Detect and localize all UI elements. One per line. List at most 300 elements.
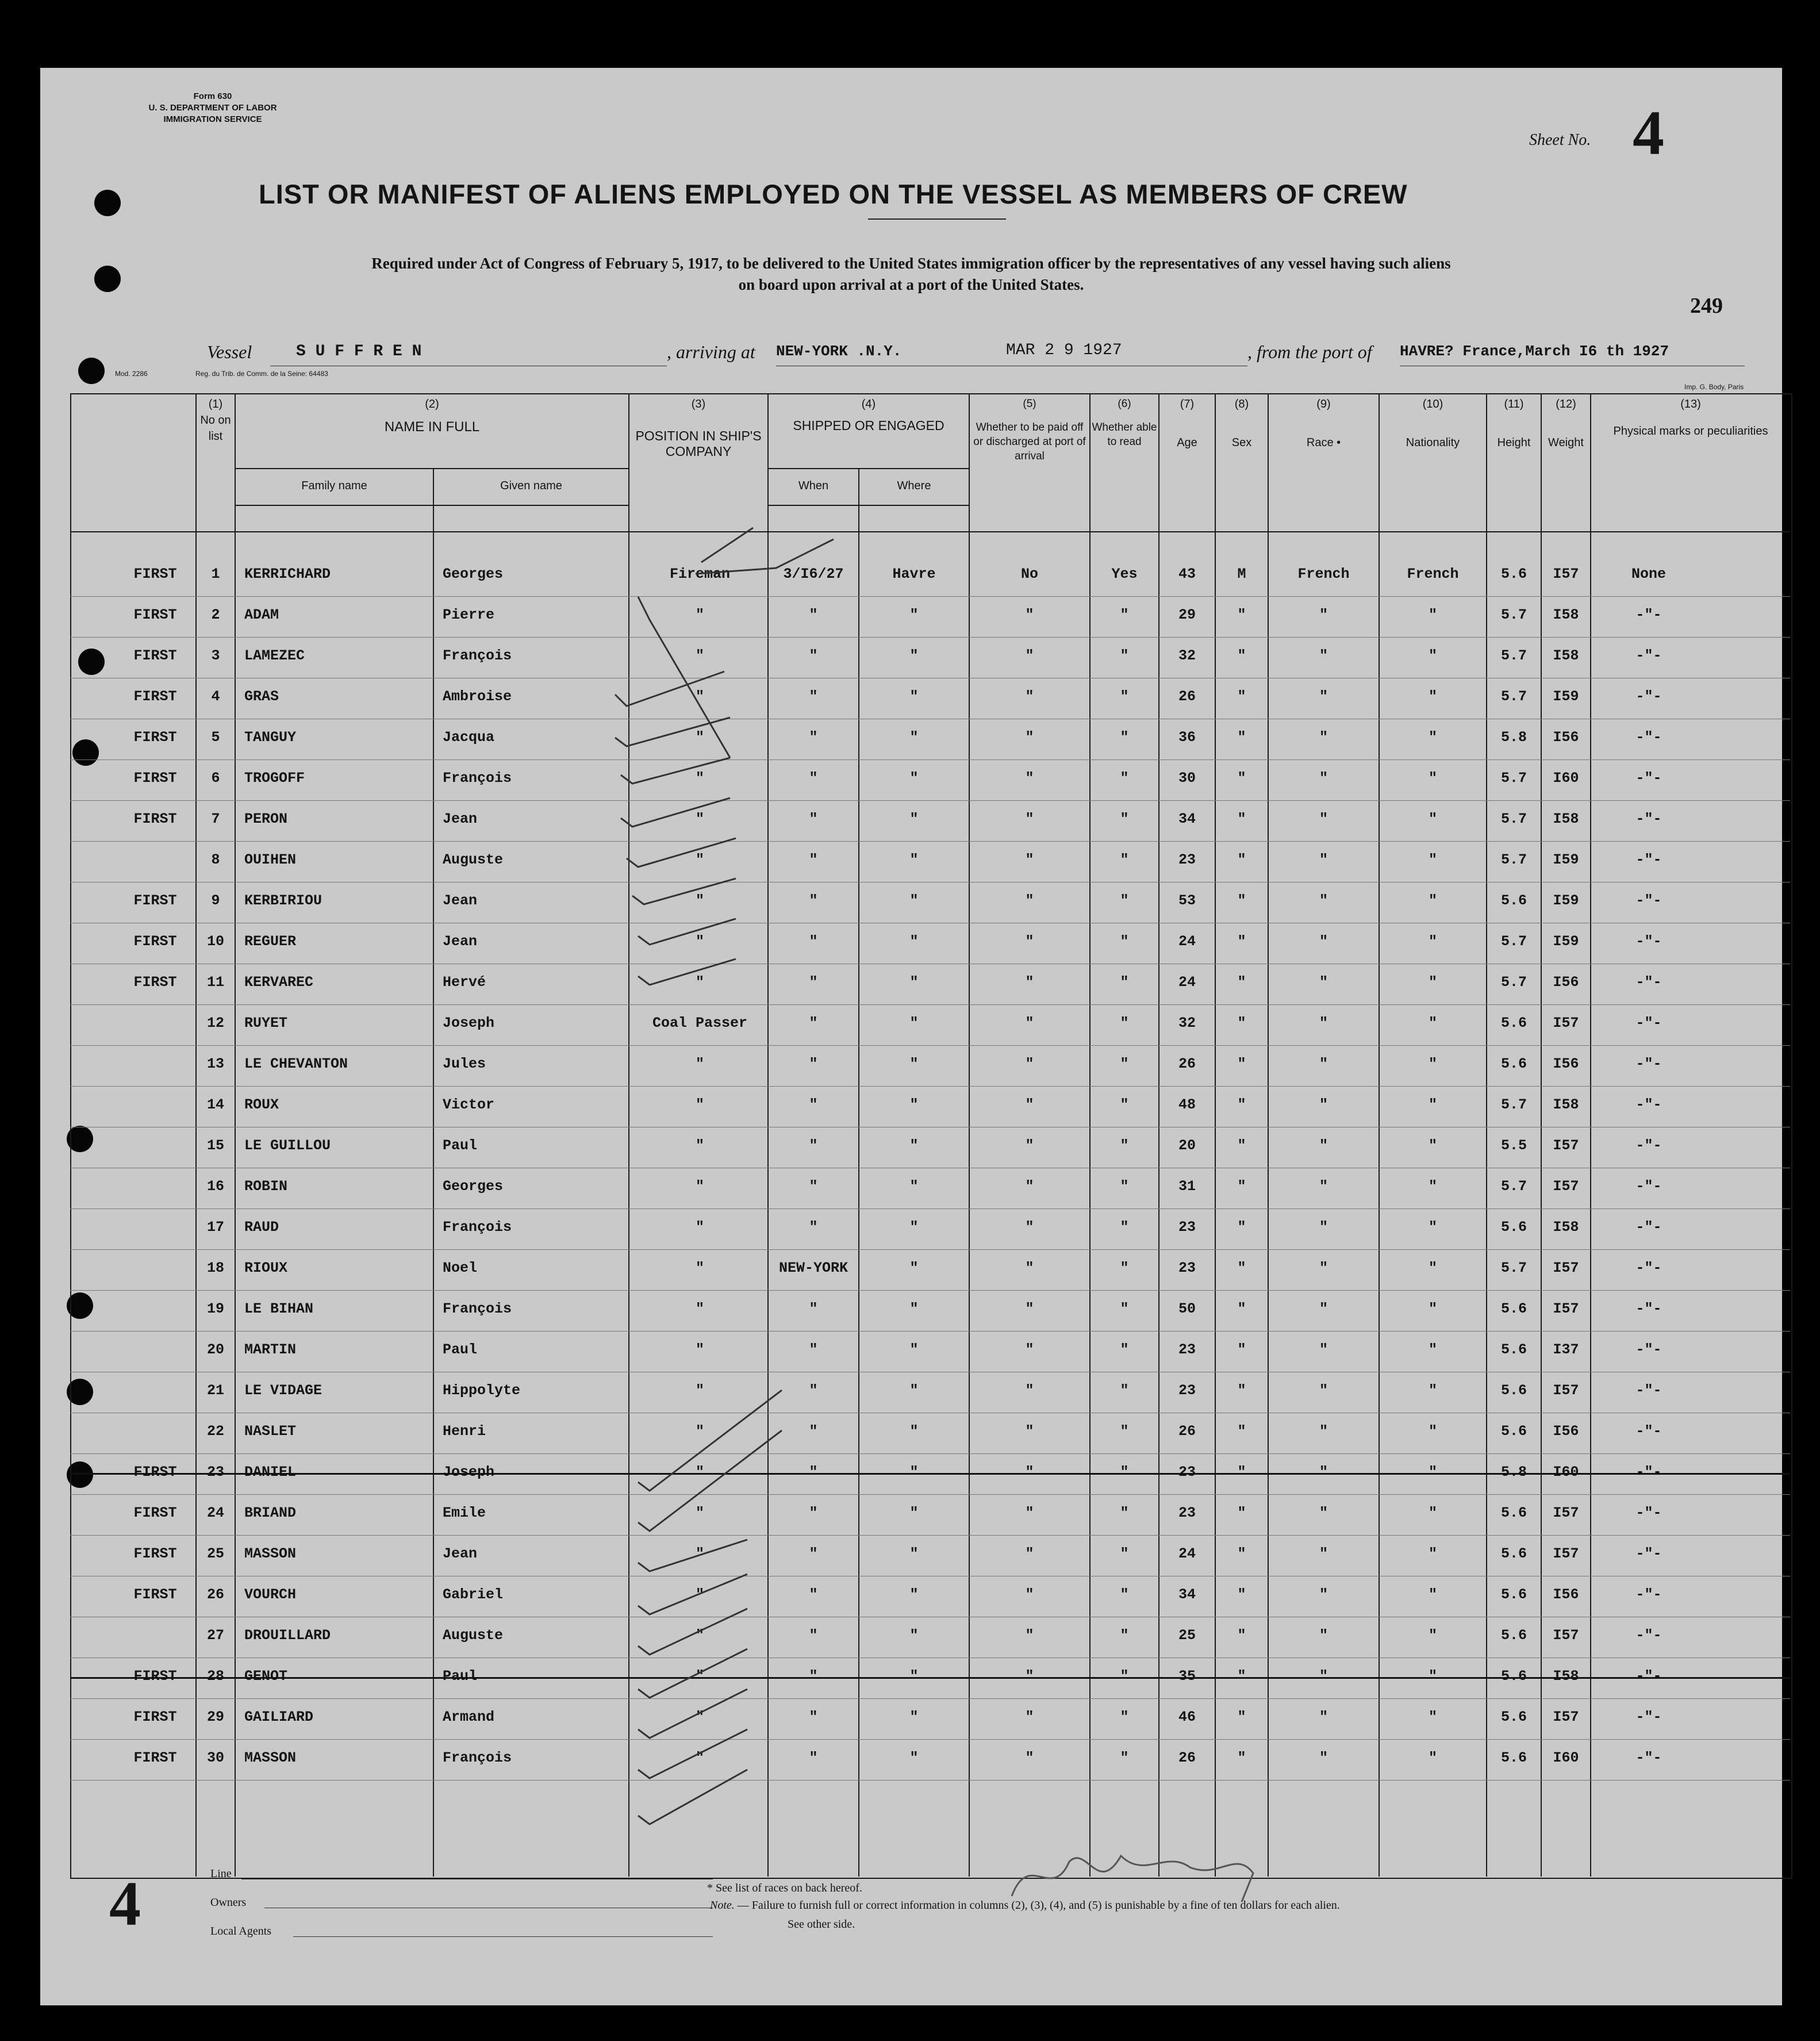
- cell-number: 10: [206, 933, 224, 950]
- cell-physical-marks: -"-: [1635, 1545, 1662, 1562]
- cell-physical-marks: -"-: [1635, 729, 1662, 746]
- cell-weight: I58: [1553, 1668, 1579, 1685]
- pen-stroke: [638, 1609, 747, 1655]
- cell-mark: FIRST: [133, 1750, 177, 1766]
- cell-sex: ": [1237, 933, 1246, 950]
- service-name: IMMIGRATION SERVICE: [163, 114, 262, 124]
- col-9-heading: (9) Race •: [1306, 398, 1341, 449]
- cell-weight: I59: [1553, 688, 1579, 705]
- cell-given-name: Auguste: [443, 851, 504, 868]
- cell-shipped-where: ": [909, 851, 919, 868]
- cell-height: 5.6: [1500, 1545, 1527, 1562]
- printer-note: Imp. G. Body, Paris: [1684, 383, 1744, 391]
- cell-weight: I58: [1553, 647, 1579, 664]
- cell-sex: ": [1237, 1300, 1246, 1317]
- cell-sex: ": [1237, 1505, 1246, 1521]
- cell-family-name: KERVAREC: [244, 974, 314, 991]
- cell-family-name: DROUILLARD: [244, 1627, 331, 1644]
- cell-age: 34: [1178, 1586, 1196, 1603]
- cell-age: 43: [1178, 566, 1196, 582]
- cell-shipped-where: ": [909, 1382, 919, 1399]
- cell-shipped-where: ": [909, 1627, 919, 1644]
- cell-height: 5.7: [1500, 933, 1527, 950]
- cell-age: 23: [1178, 1464, 1196, 1480]
- cell-weight: I57: [1553, 1545, 1579, 1562]
- cell-position: ": [695, 974, 704, 991]
- department-name: U. S. DEPARTMENT OF LABOR: [148, 103, 277, 113]
- cell-number: 30: [206, 1750, 224, 1766]
- arrival-date: MAR 2 9 1927: [1006, 342, 1122, 359]
- cell-position: ": [695, 729, 704, 746]
- cell-nationality: French: [1407, 566, 1459, 582]
- cell-shipped-when: ": [809, 647, 818, 664]
- pen-stroke: [621, 758, 730, 784]
- cell-family-name: PERON: [244, 811, 288, 827]
- cell-family-name: RUYET: [244, 1015, 288, 1031]
- cell-weight: I58: [1553, 811, 1579, 827]
- cell-position: ": [695, 1056, 704, 1072]
- cell-family-name: TANGUY: [244, 729, 297, 746]
- cell-mark: FIRST: [133, 1709, 177, 1725]
- col-1-heading: (1) No on list: [200, 398, 231, 443]
- cell-height: 5.8: [1500, 729, 1527, 746]
- cell-race: ": [1319, 1464, 1328, 1480]
- cell-sex: ": [1237, 1056, 1246, 1072]
- cell-position: ": [695, 1096, 704, 1113]
- cell-height: 5.6: [1500, 1668, 1527, 1685]
- cell-weight: I58: [1553, 607, 1579, 623]
- pen-stroke: [696, 539, 834, 574]
- cell-shipped-where: ": [909, 647, 919, 664]
- cell-paid-off: ": [1025, 1056, 1034, 1072]
- cell-height: 5.6: [1500, 1382, 1527, 1399]
- cell-paid-off: ": [1025, 1096, 1034, 1113]
- cell-weight: I57: [1553, 1627, 1579, 1644]
- cell-shipped-when: ": [809, 1015, 818, 1031]
- cell-mark: FIRST: [133, 1545, 177, 1562]
- cell-family-name: RIOUX: [244, 1260, 288, 1276]
- cell-race: ": [1319, 1096, 1328, 1113]
- cell-paid-off: ": [1025, 1341, 1034, 1358]
- cell-paid-off: ": [1025, 647, 1034, 664]
- cell-family-name: MARTIN: [244, 1341, 297, 1358]
- cell-nationality: ": [1428, 1423, 1437, 1440]
- cell-shipped-when: ": [809, 607, 818, 623]
- cell-physical-marks: -"-: [1635, 1382, 1662, 1399]
- owners-label: Owners: [210, 1896, 247, 1909]
- cell-mark: FIRST: [133, 974, 177, 991]
- cell-family-name: TROGOFF: [244, 770, 305, 787]
- cell-shipped-where: ": [909, 1505, 919, 1521]
- cell-race: ": [1319, 851, 1328, 868]
- cell-given-name: Hippolyte: [443, 1382, 521, 1399]
- cell-shipped-when: ": [809, 892, 818, 909]
- cell-family-name: NASLET: [244, 1423, 297, 1440]
- cell-race: ": [1319, 607, 1328, 623]
- cell-physical-marks: -"-: [1635, 1300, 1662, 1317]
- cell-paid-off: ": [1025, 851, 1034, 868]
- manifest-sheet: [40, 68, 1782, 2005]
- page-title: LIST OR MANIFEST OF ALIENS EMPLOYED ON THE VESSEL AS MEMBERS OF CREW: [259, 179, 1408, 209]
- cell-able-to-read: ": [1120, 1627, 1129, 1644]
- sheet-label: Sheet No.: [1529, 131, 1591, 149]
- cell-weight: I60: [1553, 1750, 1579, 1766]
- cell-able-to-read: ": [1120, 1096, 1129, 1113]
- cell-given-name: Victor: [443, 1096, 495, 1113]
- cell-shipped-where: ": [909, 729, 919, 746]
- cell-age: 23: [1178, 1382, 1196, 1399]
- cell-given-name: Joseph: [443, 1015, 495, 1031]
- cell-shipped-where: ": [909, 1096, 919, 1113]
- cell-age: 23: [1178, 851, 1196, 868]
- cell-sex: ": [1237, 1382, 1246, 1399]
- col-4a-heading: When: [798, 479, 829, 492]
- cell-age: 36: [1178, 729, 1196, 746]
- cell-sex: ": [1237, 851, 1246, 868]
- cell-given-name: Jean: [443, 1545, 478, 1562]
- cell-physical-marks: -"-: [1635, 933, 1662, 950]
- vessel-label: Vessel: [207, 342, 252, 362]
- cell-given-name: François: [443, 1750, 512, 1766]
- pen-stroke: [638, 1729, 747, 1778]
- cell-nationality: ": [1428, 1709, 1437, 1725]
- cell-sex: ": [1237, 1178, 1246, 1195]
- cell-number: 9: [211, 892, 220, 909]
- cell-sex: ": [1237, 1341, 1246, 1358]
- note-line: [710, 1899, 1340, 1912]
- cell-shipped-where: ": [909, 1219, 919, 1236]
- from-port: HAVRE? France,March I6 th 1927: [1400, 343, 1669, 360]
- cell-physical-marks: -"-: [1635, 1750, 1662, 1766]
- cell-shipped-when: ": [809, 1505, 818, 1521]
- cell-race: ": [1319, 933, 1328, 950]
- cell-paid-off: ": [1025, 1627, 1034, 1644]
- cell-given-name: François: [443, 647, 512, 664]
- races-note: * See list of races on back hereof.: [707, 1882, 862, 1894]
- cell-nationality: ": [1428, 1056, 1437, 1072]
- cell-able-to-read: ": [1120, 1709, 1129, 1725]
- cell-family-name: RAUD: [244, 1219, 279, 1236]
- cell-nationality: ": [1428, 1015, 1437, 1031]
- cell-weight: I57: [1553, 1300, 1579, 1317]
- line-label: Line: [210, 1867, 232, 1880]
- cell-mark: FIRST: [133, 933, 177, 950]
- cell-sex: ": [1237, 647, 1246, 664]
- cell-weight: I56: [1553, 974, 1579, 991]
- cell-nationality: ": [1428, 1219, 1437, 1236]
- vessel-name: S U F F R E N: [296, 343, 422, 360]
- cell-family-name: LE GUILLOU: [244, 1137, 331, 1154]
- cell-number: 21: [206, 1382, 224, 1399]
- cell-able-to-read: ": [1120, 933, 1129, 950]
- from-port-label: , from the port of: [1247, 342, 1372, 362]
- cell-height: 5.7: [1500, 647, 1527, 664]
- cell-paid-off: ": [1025, 607, 1034, 623]
- cell-given-name: Jean: [443, 892, 478, 909]
- cell-number: 20: [206, 1341, 224, 1358]
- cell-family-name: DANIEL: [244, 1464, 297, 1480]
- cell-paid-off: ": [1025, 1219, 1034, 1236]
- cell-able-to-read: ": [1120, 1464, 1129, 1480]
- cell-paid-off: ": [1025, 933, 1034, 950]
- cell-shipped-where: ": [909, 1709, 919, 1725]
- cell-number: 23: [206, 1464, 224, 1480]
- cell-race: French: [1297, 566, 1350, 582]
- cell-shipped-where: ": [909, 933, 919, 950]
- cell-given-name: Joseph: [443, 1464, 495, 1480]
- cell-race: ": [1319, 770, 1328, 787]
- form-number: Form 630: [193, 91, 232, 101]
- cell-given-name: Henri: [443, 1423, 486, 1440]
- cell-able-to-read: ": [1120, 1178, 1129, 1195]
- cell-mark: FIRST: [133, 892, 177, 909]
- cell-physical-marks: -"-: [1635, 770, 1662, 787]
- cell-weight: I60: [1553, 1464, 1579, 1480]
- cell-paid-off: ": [1025, 1709, 1034, 1725]
- cell-shipped-where: ": [909, 892, 919, 909]
- cell-sex: ": [1237, 974, 1246, 991]
- cell-weight: I58: [1553, 1219, 1579, 1236]
- cell-height: 5.6: [1500, 1709, 1527, 1725]
- cell-number: 7: [211, 811, 220, 827]
- cell-shipped-when: ": [809, 770, 818, 787]
- cell-able-to-read: ": [1120, 1260, 1129, 1276]
- cell-shipped-when: ": [809, 1178, 818, 1195]
- cell-age: 48: [1178, 1096, 1196, 1113]
- cell-nationality: ": [1428, 770, 1437, 787]
- cell-physical-marks: -"-: [1635, 1464, 1662, 1480]
- note-label: Note.: [710, 1899, 735, 1912]
- cell-number: 12: [206, 1015, 224, 1031]
- pen-stroke: [638, 1649, 747, 1698]
- cell-race: ": [1319, 1260, 1328, 1276]
- pen-stroke: [638, 1689, 747, 1738]
- cell-position: ": [695, 770, 704, 787]
- cell-shipped-where: ": [909, 1341, 919, 1358]
- cell-sex: M: [1237, 566, 1246, 582]
- cell-family-name: KERBIRIOU: [244, 892, 322, 909]
- cell-shipped-when: ": [809, 1423, 818, 1440]
- arriving-label: , arriving at: [667, 342, 755, 362]
- cell-nationality: ": [1428, 607, 1437, 623]
- col-4-heading: (4) SHIPPED OR ENGAGED: [793, 398, 944, 433]
- cell-race: ": [1319, 1300, 1328, 1317]
- cell-physical-marks: -"-: [1635, 1709, 1662, 1725]
- cell-family-name: LE CHEVANTON: [244, 1056, 348, 1072]
- cell-shipped-when: ": [809, 729, 818, 746]
- cell-shipped-where: ": [909, 1056, 919, 1072]
- cell-family-name: MASSON: [244, 1545, 297, 1562]
- cell-number: 27: [206, 1627, 224, 1644]
- cell-sex: ": [1237, 1709, 1246, 1725]
- cell-given-name: Jacqua: [443, 729, 495, 746]
- cell-able-to-read: ": [1120, 1015, 1129, 1031]
- cell-mark: FIRST: [133, 1464, 177, 1480]
- cell-shipped-where: ": [909, 1750, 919, 1766]
- cell-position: ": [695, 1545, 704, 1562]
- cell-given-name: François: [443, 1300, 512, 1317]
- cell-age: 30: [1178, 770, 1196, 787]
- col-3-heading: (3) POSITION IN SHIP'S COMPANY: [635, 398, 762, 459]
- cell-position: ": [695, 1137, 704, 1154]
- cell-given-name: Jean: [443, 933, 478, 950]
- cell-shipped-when: ": [809, 1627, 818, 1644]
- cell-number: 1: [211, 566, 220, 582]
- cell-family-name: REGUER: [244, 933, 297, 950]
- cell-sex: ": [1237, 688, 1246, 705]
- cell-number: 8: [211, 851, 220, 868]
- cell-weight: I57: [1553, 1709, 1579, 1725]
- cell-race: ": [1319, 1668, 1328, 1685]
- cell-nationality: ": [1428, 1545, 1437, 1562]
- cell-shipped-when: ": [809, 811, 818, 827]
- cell-shipped-where: Havre: [892, 566, 936, 582]
- cell-sex: ": [1237, 607, 1246, 623]
- cell-able-to-read: ": [1120, 1423, 1129, 1440]
- cell-able-to-read: ": [1120, 1545, 1129, 1562]
- cell-position: Fireman: [669, 566, 731, 582]
- cell-able-to-read: ": [1120, 974, 1129, 991]
- cell-shipped-where: ": [909, 1464, 919, 1480]
- cell-sex: ": [1237, 1219, 1246, 1236]
- cell-nationality: ": [1428, 1096, 1437, 1113]
- cell-nationality: ": [1428, 688, 1437, 705]
- cell-nationality: ": [1428, 1178, 1437, 1195]
- cell-shipped-when: ": [809, 1545, 818, 1562]
- cell-physical-marks: -"-: [1635, 1627, 1662, 1644]
- cell-paid-off: ": [1025, 892, 1034, 909]
- col-5-heading: (5) Whether to be paid off or discharged at port of arrival: [973, 398, 1086, 462]
- cell-position: ": [695, 1341, 704, 1358]
- cell-shipped-when: ": [809, 1586, 818, 1603]
- cell-number: 16: [206, 1178, 224, 1195]
- cell-height: 5.7: [1500, 1178, 1527, 1195]
- cell-sex: ": [1237, 1015, 1246, 1031]
- cell-number: 29: [206, 1709, 224, 1725]
- pen-stroke: [627, 838, 736, 867]
- cell-age: 26: [1178, 1423, 1196, 1440]
- checkmark-strokes: [40, 68, 1782, 2005]
- cell-shipped-when: ": [809, 933, 818, 950]
- cell-paid-off: ": [1025, 1382, 1034, 1399]
- cell-height: 5.7: [1500, 1260, 1527, 1276]
- cell-mark: FIRST: [133, 1505, 177, 1521]
- cell-age: 24: [1178, 974, 1196, 991]
- cell-family-name: KERRICHARD: [244, 566, 331, 582]
- cell-position: ": [695, 851, 704, 868]
- signature-scrawl: [1012, 1856, 1253, 1902]
- cell-height: 5.6: [1500, 1219, 1527, 1236]
- cell-age: 29: [1178, 607, 1196, 623]
- agents-label: Local Agents: [210, 1925, 272, 1938]
- cell-given-name: Armand: [443, 1709, 495, 1725]
- cell-given-name: Jean: [443, 811, 478, 827]
- cell-race: ": [1319, 688, 1328, 705]
- cell-mark: FIRST: [133, 1668, 177, 1685]
- cell-age: 26: [1178, 688, 1196, 705]
- arrival-port: NEW-YORK .N.Y.: [776, 343, 902, 360]
- cell-family-name: OUIHEN: [244, 851, 297, 868]
- sheet-number: 4: [1633, 98, 1664, 168]
- cell-able-to-read: ": [1120, 811, 1129, 827]
- cell-race: ": [1319, 892, 1328, 909]
- pen-stroke: [621, 798, 730, 827]
- cell-position: ": [695, 1627, 704, 1644]
- cell-shipped-when: ": [809, 851, 818, 868]
- cell-able-to-read: Yes: [1111, 566, 1138, 582]
- cell-number: 3: [211, 647, 220, 664]
- cell-age: 46: [1178, 1709, 1196, 1725]
- cell-sex: ": [1237, 729, 1246, 746]
- pen-stroke: [638, 959, 736, 985]
- cell-age: 23: [1178, 1341, 1196, 1358]
- cell-height: 5.7: [1500, 688, 1527, 705]
- cell-race: ": [1319, 974, 1328, 991]
- checkmark-group: [615, 528, 834, 1824]
- cell-height: 5.7: [1500, 770, 1527, 787]
- cell-number: 4: [211, 688, 220, 705]
- cell-paid-off: ": [1025, 1750, 1034, 1766]
- cell-family-name: ROBIN: [244, 1178, 288, 1195]
- cell-able-to-read: ": [1120, 1586, 1129, 1603]
- cell-paid-off: ": [1025, 1668, 1034, 1685]
- cell-physical-marks: -"-: [1635, 1586, 1662, 1603]
- cell-able-to-read: ": [1120, 1219, 1129, 1236]
- cell-sex: ": [1237, 1096, 1246, 1113]
- cell-mark: FIRST: [133, 770, 177, 787]
- cell-nationality: ": [1428, 1505, 1437, 1521]
- cell-physical-marks: -"-: [1635, 1096, 1662, 1113]
- cell-nationality: ": [1428, 1627, 1437, 1644]
- cell-position: ": [695, 688, 704, 705]
- cell-able-to-read: ": [1120, 770, 1129, 787]
- cell-height: 5.6: [1500, 1056, 1527, 1072]
- cell-able-to-read: ": [1120, 892, 1129, 909]
- cell-position: ": [695, 1423, 704, 1440]
- cell-age: 35: [1178, 1668, 1196, 1685]
- cell-nationality: ": [1428, 1464, 1437, 1480]
- cell-weight: I56: [1553, 1056, 1579, 1072]
- cell-given-name: Paul: [443, 1341, 478, 1358]
- cell-paid-off: No: [1020, 566, 1038, 582]
- pen-stroke: [638, 1540, 747, 1571]
- cell-able-to-read: ": [1120, 1750, 1129, 1766]
- cell-given-name: Paul: [443, 1668, 478, 1685]
- cell-shipped-where: ": [909, 1260, 919, 1276]
- cell-shipped-when: ": [809, 1382, 818, 1399]
- cell-age: 50: [1178, 1300, 1196, 1317]
- cell-position: ": [695, 892, 704, 909]
- pen-stroke: [701, 528, 753, 562]
- cell-race: ": [1319, 1586, 1328, 1603]
- cell-weight: I56: [1553, 1586, 1579, 1603]
- footer-big-number: 4: [109, 1869, 141, 1939]
- col-6-heading: (6) Whether able to read: [1092, 398, 1157, 448]
- cell-physical-marks: -"-: [1635, 1137, 1662, 1154]
- cell-shipped-when: ": [809, 1056, 818, 1072]
- cell-physical-marks: -"-: [1635, 1219, 1662, 1236]
- cell-age: 31: [1178, 1178, 1196, 1195]
- cell-age: 25: [1178, 1627, 1196, 1644]
- cell-weight: I57: [1553, 1015, 1579, 1031]
- cell-paid-off: ": [1025, 974, 1034, 991]
- cell-able-to-read: ": [1120, 729, 1129, 746]
- cell-given-name: Paul: [443, 1137, 478, 1154]
- cell-given-name: Emile: [443, 1505, 486, 1521]
- cell-given-name: Hervé: [443, 974, 486, 991]
- cell-shipped-where: ": [909, 770, 919, 787]
- note-text: — Failure to furnish full or correct information in columns (2), (3), (4), and (5) is punishable by a fine of ten dollars for each alien.: [737, 1899, 1340, 1912]
